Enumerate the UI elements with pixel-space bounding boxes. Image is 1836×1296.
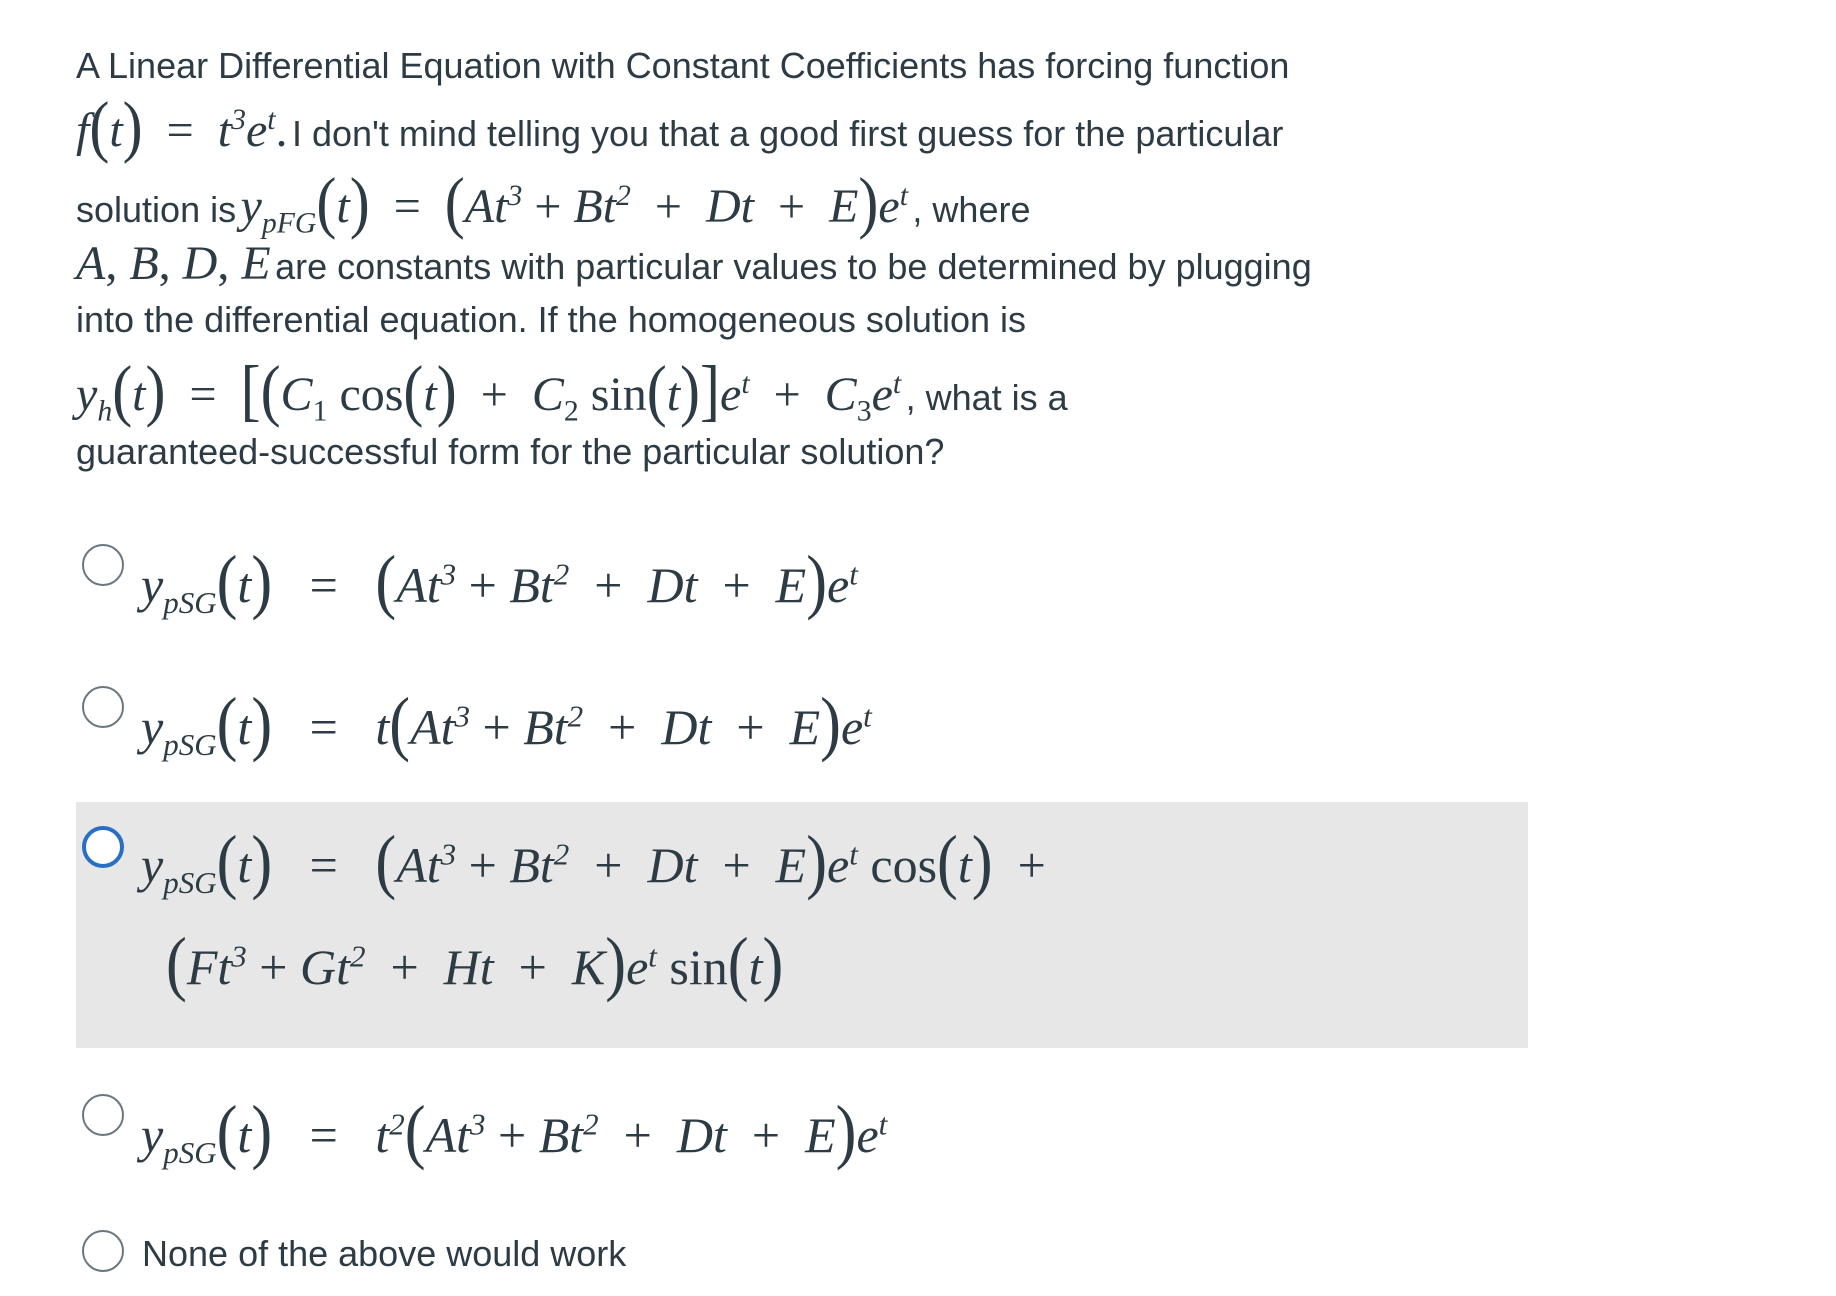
question-line-6: $y_h(t) = [(C_1$ $\cos(t) + C_2$ $\sin(t)]e^t + C_3e^t$ , what is a	[76, 352, 1068, 428]
question-line-3: solution is $y_{pFG}(t) = (At^3 + Bt^2 + Dt + E)e^t$ , where	[76, 164, 1031, 240]
option-3[interactable]	[76, 802, 1528, 1048]
option-3-formula-line-2: $(Ft^3 + Gt^2 + Ht + K)e^t$ sin(t)	[166, 922, 784, 1004]
option-3-radio[interactable]	[82, 826, 124, 868]
question-line-7: guaranteed-successful form for the particular solution?	[76, 431, 945, 472]
option-2[interactable]	[76, 672, 1528, 762]
option-1-formula: $y_{pSG}(t) = (At^3 + Bt^2 + Dt + E)e^t$	[141, 540, 858, 622]
question-line-4: A, B, D, E are constants with particular values to be determined by plugging	[76, 237, 1312, 290]
option-5-radio[interactable]	[82, 1230, 124, 1272]
question-line-5: into the differential equation. If the homogeneous solution is	[76, 299, 1026, 340]
option-2-radio[interactable]	[82, 686, 124, 728]
option-2-formula: $y_{pSG}(t) = t(At^3 + Bt^2 + Dt + E)e^t$	[141, 682, 872, 764]
option-3-formula-line-1: $y_{pSG}(t) = (At^3 + Bt^2 + Dt + E)e^t$ cos(t) +	[141, 820, 1046, 902]
option-5-label: None of the above would work	[142, 1233, 627, 1274]
question-line-1: A Linear Differential Equation with Constant Coefficients has forcing function	[76, 45, 1290, 86]
option-1-radio[interactable]	[82, 544, 124, 586]
constants-formula: A, B, D, E	[76, 237, 271, 290]
first-guess-formula: $y_{pFG}(t) = (At^3 + Bt^2 + Dt + E)e^t$	[240, 164, 908, 240]
option-5[interactable]	[76, 1216, 1528, 1296]
option-4-radio[interactable]	[82, 1094, 124, 1136]
option-4-formula: $y_{pSG}(t) = t^2(At^3 + Bt^2 + Dt + E)e^t$	[141, 1090, 888, 1172]
option-4[interactable]	[76, 1080, 1528, 1170]
question-line-2: $f(t) = t^3e^t$. I don't mind telling you that a good first guess for the particular	[76, 88, 1284, 164]
forcing-function-formula: $f(t) = t^3e^t$.	[76, 88, 288, 164]
option-1[interactable]	[76, 530, 1528, 620]
homogeneous-solution-formula: $y_h(t) = [(C_1$ $\cos(t) + C_2$ $\sin(t)]e^t + C_3e^t$	[76, 352, 902, 428]
